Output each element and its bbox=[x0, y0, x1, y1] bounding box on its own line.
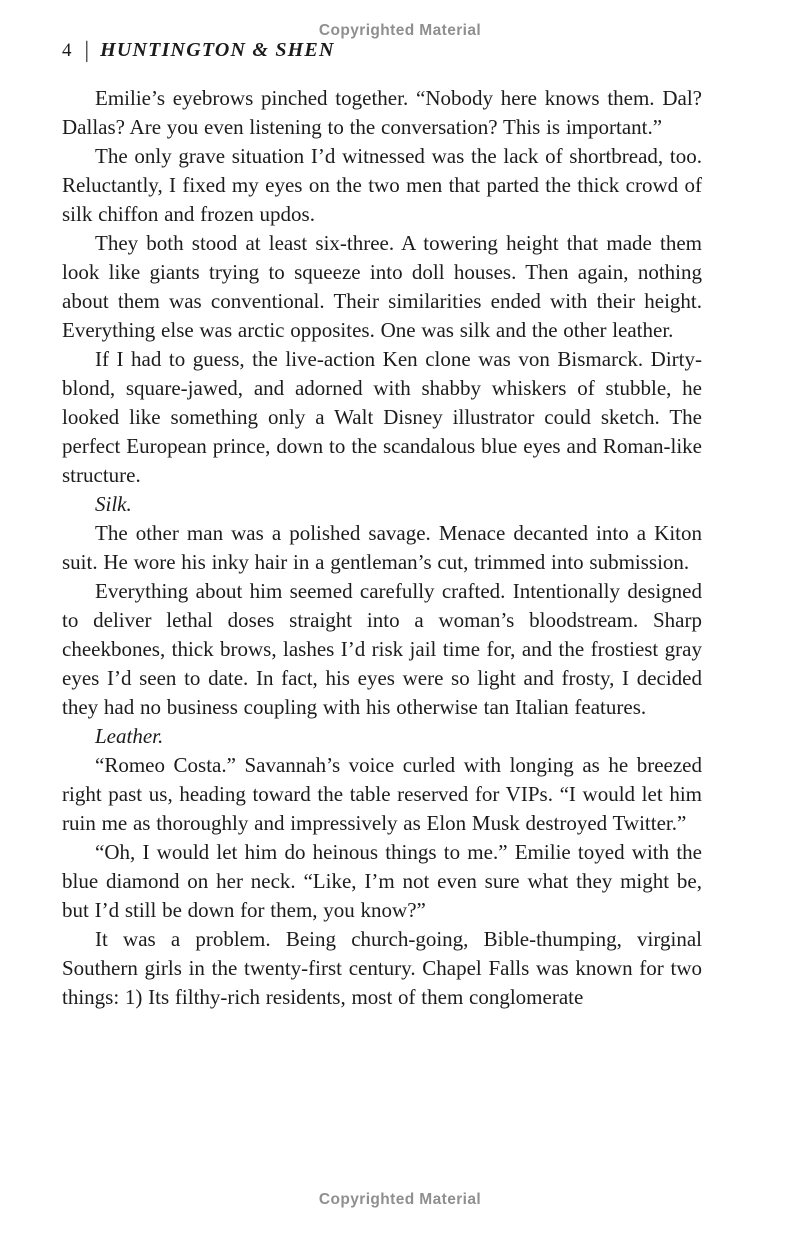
paragraph: Everything about him seemed carefully crafted. Intentionally designed to deliver lethal doses straight into a woman’s bloodstream. Sharp cheekbones, thick brows, lashes I’d risk jail time for, and the frostiest gray eyes I’d seen to date. In fact, his eyes were so light and frosty, I decided they had no business coupling with his otherwise tan Italian features. bbox=[62, 579, 702, 719]
paragraph: Leather. bbox=[95, 724, 164, 748]
paragraph: If I had to guess, the live-action Ken clone was von Bismarck. Dirty-blond, square-jawed, and adorned with shabby whiskers of stubble, he looked like something only a Walt Disney illustrator could sketch. The perfect European prince, down to the scandalous blue eyes and Roman-like structure. bbox=[62, 347, 702, 487]
paragraph: “Oh, I would let him do heinous things to me.” Emilie toyed with the blue diamond on her neck. “Like, I’m not even sure what they might be, but I’d still be down for them, you know?” bbox=[62, 840, 702, 922]
header-divider: | bbox=[84, 37, 90, 62]
paragraph: “Romeo Costa.” Savannah’s voice curled with longing as he breezed right past us, heading toward the table reserved for VIPs. “I would let him ruin me as thoroughly and impressively as Elon Musk destroyed Twitter.” bbox=[62, 753, 702, 835]
page-number: 4 bbox=[62, 40, 72, 61]
copyright-watermark-bottom: Copyrighted Material bbox=[318, 1191, 482, 1208]
paragraph: The other man was a polished savage. Menace decanted into a Kiton suit. He wore his inky hair in a gentleman’s cut, trimmed into submission. bbox=[62, 521, 702, 574]
page-header bbox=[62, 36, 335, 62]
copyright-watermark-top: Copyrighted Material bbox=[318, 22, 482, 39]
paragraph: It was a problem. Being church-going, Bible-thumping, virginal Southern girls in the twenty-first century. Chapel Falls was known for two things: 1) Its filthy-rich residents, most of them conglomerate bbox=[62, 927, 702, 1009]
paragraph: Emilie’s eyebrows pinched together. “Nobody here knows them. Dal? Dallas? Are you even listening to the conversation? This is important.” bbox=[62, 86, 702, 139]
page-body bbox=[62, 84, 702, 1012]
paragraph: They both stood at least six-three. A towering height that made them look like giants trying to squeeze into doll houses. Then again, nothing about them was conventional. Their similarities ended with their height. Everything else was arctic opposites. One was silk and the other leather. bbox=[62, 231, 702, 342]
paragraph: Silk. bbox=[95, 492, 132, 516]
paragraph: The only grave situation I’d witnessed was the lack of shortbread, too. Reluctantly, I fixed my eyes on the two men that parted the thick crowd of silk chiffon and frozen updos. bbox=[62, 144, 702, 226]
running-head-title: HUNTINGTON & SHEN bbox=[100, 39, 335, 61]
